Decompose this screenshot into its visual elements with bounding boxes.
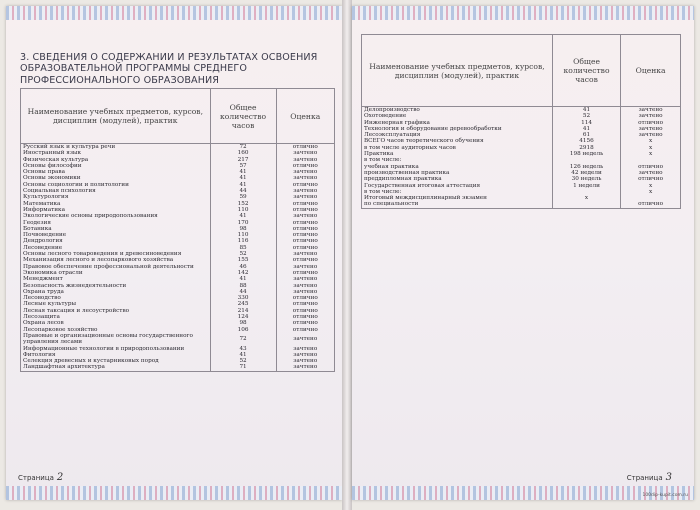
grade-cell: зачтено [276, 157, 334, 163]
subject-cell: ВСЕГО часов теоретического обучения [362, 138, 553, 144]
hours-cell: 41 [210, 169, 276, 175]
hours-cell: 41 [210, 352, 276, 358]
grade-cell: зачтено [276, 194, 334, 200]
grade-cell: отлично [276, 308, 334, 314]
subject-cell: Итоговый междисциплинарный экзамен [362, 195, 553, 201]
hours-cell: 72 [210, 144, 276, 151]
page-footer-right [627, 472, 672, 483]
subject-cell: Русский язык и культура речи [21, 144, 211, 151]
grade-cell: отлично [276, 257, 334, 263]
grade-cell: зачтено [276, 283, 334, 289]
hours-cell: 30 недель [552, 176, 620, 182]
hours-cell: 110 [210, 232, 276, 238]
hours-cell: 57 [210, 163, 276, 169]
hours-cell: 116 [210, 238, 276, 244]
subject-cell: Государственная итоговая аттестация [362, 183, 553, 189]
hours-cell: 110 [210, 207, 276, 213]
hours-cell: 41 [210, 182, 276, 188]
hours-cell: 155 [210, 257, 276, 263]
column-header-grade: Оценка [621, 35, 681, 107]
heading-line: ОБРАЗОВАТЕЛЬНОЙ ПРОГРАММЫ СРЕДНЕГО [20, 63, 247, 75]
column-header-hours: Общее количество часов [210, 89, 276, 144]
subject-cell: Лесоэксплуатация [362, 132, 553, 138]
grade-cell: отлично [276, 201, 334, 207]
subject-cell: Математика [21, 201, 211, 207]
grade-cell: отлично [276, 295, 334, 301]
subjects-table-left [20, 88, 335, 372]
grade-cell: отлично [276, 163, 334, 169]
subject-cell: Ландшафтная архитектура [21, 364, 211, 371]
subject-cell: Безопасность жизнедеятельности [21, 283, 211, 289]
subject-cell: учебная практика [362, 164, 553, 170]
subject-cell: Делопроизводство [362, 107, 553, 114]
hours-cell: 126 недель [552, 164, 620, 170]
hours-cell: 1 недели [552, 183, 620, 189]
hours-cell: 198 недель [552, 151, 620, 157]
subject-cell: Основы лесного товароведения и древесиноведения [21, 251, 211, 257]
subject-cell: Лесоведение [21, 245, 211, 251]
grade-cell: отлично [276, 226, 334, 232]
grade-cell: зачтено [276, 346, 334, 352]
grade-cell: отлично [621, 176, 681, 182]
subject-cell: Основы экономики [21, 175, 211, 181]
hours-cell: 44 [210, 188, 276, 194]
grade-cell: отлично [621, 201, 681, 208]
heading-line: 3. СВЕДЕНИЯ О СОДЕРЖАНИИ И РЕЗУЛЬТАТАХ ОСВОЕНИЯ [20, 52, 318, 63]
hours-cell: 217 [210, 157, 276, 163]
subject-cell: Охотоведение [362, 113, 553, 119]
hours-cell: 106 [210, 327, 276, 333]
subject-cell: Дендрология [21, 238, 211, 244]
hours-cell: 41 [210, 213, 276, 219]
grade-cell: отлично [276, 314, 334, 320]
grade-cell: зачтено [621, 113, 681, 119]
grade-cell: x [621, 151, 681, 157]
subject-cell: Физическая культура [21, 157, 211, 163]
subject-cell: Практика [362, 151, 553, 157]
subject-cell: Правовые и организационные основы государственного управления лесами [21, 333, 211, 346]
grade-cell: зачтено [276, 213, 334, 219]
grade-cell: x [621, 145, 681, 151]
subject-cell: Лесные культуры [21, 301, 211, 307]
subject-cell: в том числе: [362, 189, 553, 195]
grade-cell: отлично [621, 164, 681, 170]
hours-cell: 42 недели [552, 170, 620, 176]
hours-cell: 41 [552, 126, 620, 132]
subject-cell: Менеджмент [21, 276, 211, 282]
grade-cell: отлично [276, 220, 334, 226]
hours-cell: 245 [210, 301, 276, 307]
page-number: 3 [665, 472, 672, 483]
subject-cell: Лесозащита [21, 314, 211, 320]
subject-cell: в том числе: [362, 157, 553, 163]
hours-cell: 72 [210, 333, 276, 346]
column-header-subject: Наименование учебных предметов, курсов, дисциплин (модулей), практик [21, 89, 211, 144]
hours-cell: 114 [552, 120, 620, 126]
subject-cell: Правовое обеспечение профессиональной деятельности [21, 264, 211, 270]
hours-cell: 124 [210, 314, 276, 320]
decorative-border-top [6, 6, 342, 20]
right-page [352, 6, 694, 500]
grade-cell: отлично [276, 232, 334, 238]
page-label: Страница [18, 474, 54, 482]
grade-cell: отлично [276, 245, 334, 251]
hours-cell: 71 [210, 364, 276, 371]
grade-cell: зачтено [276, 150, 334, 156]
section-heading [20, 52, 320, 86]
watermark-text: 100dip-kupit.com.ru [642, 493, 688, 498]
hours-cell: 43 [210, 346, 276, 352]
grade-cell: зачтено [276, 352, 334, 358]
grade-cell: отлично [276, 320, 334, 326]
hours-cell: 152 [210, 201, 276, 207]
grade-cell: зачтено [276, 175, 334, 181]
hours-cell: 41 [210, 276, 276, 282]
hours-cell: 160 [210, 150, 276, 156]
subject-cell: Инженерная графика [362, 120, 553, 126]
decorative-border-top [352, 6, 694, 20]
hours-cell: x [552, 195, 620, 201]
subject-cell: Механизация лесного и лесопаркового хозяйства [21, 257, 211, 263]
hours-cell: 98 [210, 226, 276, 232]
grade-cell: зачтено [621, 126, 681, 132]
hours-cell: 41 [552, 107, 620, 114]
hours-cell: 170 [210, 220, 276, 226]
grade-cell: отлично [276, 182, 334, 188]
grade-cell: отлично [276, 238, 334, 244]
heading-line: ПРОФЕССИОНАЛЬНОГО ОБРАЗОВАНИЯ [20, 74, 220, 86]
hours-cell: 61 [552, 132, 620, 138]
page-number: 2 [56, 472, 64, 483]
grade-cell: отлично [276, 301, 334, 307]
subject-cell: Охрана лесов [21, 320, 211, 326]
subject-cell: Охрана труда [21, 289, 211, 295]
hours-cell: 85 [210, 245, 276, 251]
grade-cell: зачтено [276, 188, 334, 194]
grade-cell: x [621, 189, 681, 195]
hours-cell: 46 [210, 264, 276, 270]
grade-cell: зачтено [621, 107, 681, 114]
subject-cell: Информационные технологии в природопользовании [21, 346, 211, 352]
subject-cell: в том числе аудиторных часов [362, 145, 553, 151]
grade-cell: x [621, 183, 681, 189]
subject-cell: Селекция древесных и кустарниковых пород [21, 358, 211, 364]
table-row [21, 333, 335, 346]
column-header-hours: Общее количество часов [552, 35, 620, 107]
subjects-table-right [361, 34, 681, 209]
grade-cell: отлично [276, 144, 334, 151]
left-page [6, 6, 342, 500]
subject-cell: преддипломная практика [362, 176, 553, 182]
subject-cell: Культурология [21, 194, 211, 200]
subject-cell: Иностранный язык [21, 150, 211, 156]
hours-cell: 214 [210, 308, 276, 314]
grade-cell: отлично [276, 327, 334, 333]
hours-cell: 98 [210, 320, 276, 326]
hours-cell: 4156 [552, 138, 620, 144]
grade-cell: зачтено [276, 251, 334, 257]
hours-cell: 52 [552, 113, 620, 119]
subject-cell: Фитология [21, 352, 211, 358]
table-row [362, 107, 681, 114]
page-label: Страница [626, 474, 663, 482]
subject-cell: Экологические основы природопользования [21, 213, 211, 219]
table-row [362, 201, 681, 208]
grade-cell: x [621, 138, 681, 144]
grade-cell: зачтено [276, 169, 334, 175]
subject-cell: Основы философии [21, 163, 211, 169]
subject-cell: Лесоводство [21, 295, 211, 301]
page-footer-left [18, 472, 63, 483]
hours-cell: 2918 [552, 145, 620, 151]
subject-cell: Экономика отрасли [21, 270, 211, 276]
decorative-border-bottom [6, 486, 342, 500]
hours-cell: 52 [210, 358, 276, 364]
hours-cell: 142 [210, 270, 276, 276]
grade-cell: зачтено [276, 276, 334, 282]
grade-cell: зачтено [276, 358, 334, 364]
subject-cell: Социальная психология [21, 188, 211, 194]
table-row [21, 144, 335, 151]
subject-cell: производственная практика [362, 170, 553, 176]
hours-cell: 44 [210, 289, 276, 295]
hours-cell: 52 [210, 251, 276, 257]
grade-cell: зачтено [621, 132, 681, 138]
hours-cell: 41 [210, 175, 276, 181]
hours-cell: 59 [210, 194, 276, 200]
column-header-grade: Оценка [276, 89, 334, 144]
subject-cell: Лесная таксация и лесоустройство [21, 308, 211, 314]
subject-cell: Почвоведение [21, 232, 211, 238]
table-row [21, 364, 335, 371]
subject-cell: Информатика [21, 207, 211, 213]
grade-cell: отлично [276, 207, 334, 213]
hours-cell: 88 [210, 283, 276, 289]
subject-cell: по специальности [362, 201, 553, 208]
grade-cell: зачтено [621, 170, 681, 176]
grade-cell: зачтено [276, 264, 334, 270]
book-gutter [342, 0, 352, 510]
subject-cell: Геодезия [21, 220, 211, 226]
grade-cell: отлично [276, 270, 334, 276]
grade-cell: отлично [621, 120, 681, 126]
subject-cell: Ботаника [21, 226, 211, 232]
subject-cell: Лесопарковое хозяйство [21, 327, 211, 333]
subject-cell: Технология и оборудование деревообработки [362, 126, 553, 132]
hours-cell: 330 [210, 295, 276, 301]
column-header-subject: Наименование учебных предметов, курсов, дисциплин (модулей), практик [362, 35, 553, 107]
grade-cell: зачтено [276, 289, 334, 295]
subject-cell: Основы права [21, 169, 211, 175]
grade-cell: зачтено [276, 333, 334, 346]
hours-cell [552, 201, 620, 208]
subject-cell: Основы социологии и политологии [21, 182, 211, 188]
grade-cell: зачтено [276, 364, 334, 371]
